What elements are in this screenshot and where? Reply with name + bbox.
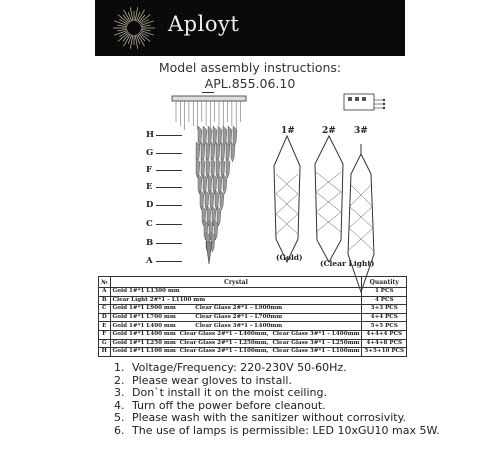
- table-header-row: [99, 277, 407, 288]
- row-number: E: [99, 322, 111, 331]
- crystal-1-number: 1#: [281, 126, 295, 136]
- note-item: 6. The use of lamps is permissible: LED 10xGU10 max 5W.: [128, 425, 440, 438]
- note-item: 1. Voltage/Frequency: 220-230V 50-60Hz.: [128, 362, 440, 375]
- row-number: C: [99, 305, 111, 314]
- level-label: B: [146, 238, 154, 248]
- row-number: D: [99, 313, 111, 322]
- note-item: 3. Don`t install it on the moist ceiling.: [128, 387, 440, 400]
- document-title: Model assembly instructions:: [158, 60, 342, 75]
- level-arrow-icon: [156, 170, 182, 171]
- level-arrow-icon: [156, 243, 182, 244]
- row-quantity: 5+5+10 PCS: [362, 348, 407, 357]
- table-row: [99, 322, 407, 331]
- level-label: C: [146, 219, 153, 229]
- row-number: A: [99, 288, 111, 297]
- crystal-3-caption: (Clear Light): [320, 259, 375, 268]
- row-quantity: 5+5 PCS: [362, 322, 407, 331]
- crystal-2-number: 2#: [322, 126, 336, 136]
- lamp-holder-icon: [342, 92, 386, 116]
- level-label: H: [146, 130, 155, 140]
- header-crystal: Crystal: [110, 277, 362, 288]
- row-crystal: Gold 1#*1 L250 mm Clear Glass 2#*1 – L250mm, Clear Glass 3#*1 – L250mm: [110, 339, 362, 348]
- row-crystal: Gold 1#*1 L700 mm Clear Glass 2#*1 – L700mm: [110, 313, 362, 322]
- level-arrow-icon: [156, 261, 182, 262]
- crystal-type-3-icon: [344, 144, 378, 294]
- model-number: APL.855.06.10: [204, 76, 296, 91]
- row-crystal: Gold 1#*1 L400 mm Clear Glass 3#*1 – L400mm: [110, 322, 362, 331]
- level-arrow-icon: [156, 135, 182, 136]
- row-number: H: [99, 348, 111, 357]
- assembly-drawing: [140, 92, 420, 272]
- level-arrow-icon: [156, 205, 182, 206]
- table-row: [99, 348, 407, 357]
- row-number: F: [99, 330, 111, 339]
- header-quantity: Quantity: [362, 277, 407, 288]
- row-quantity: 3+3 PCS: [362, 305, 407, 314]
- row-quantity: 4 PCS: [362, 296, 407, 305]
- level-arrow-icon: [156, 187, 182, 188]
- level-label: G: [146, 148, 154, 158]
- crystal-type-2-icon: [312, 134, 346, 264]
- table-row: [99, 288, 407, 297]
- installation-notes: [100, 362, 440, 438]
- chandelier-schematic: [168, 92, 248, 267]
- crystal-spec-table: [98, 276, 407, 357]
- crystal-3-number: 3#: [354, 126, 368, 136]
- row-quantity: 4+4+4 PCS: [362, 330, 407, 339]
- table-row: [99, 339, 407, 348]
- row-quantity: 4+4+8 PCS: [362, 339, 407, 348]
- table-row: [99, 296, 407, 305]
- level-label: D: [146, 200, 154, 210]
- row-quantity: 1 PCS: [362, 288, 407, 297]
- row-crystal: Gold 1#*1 L900 mm Clear Glass 2#*1 – L900mm: [110, 305, 362, 314]
- table-row: [99, 305, 407, 314]
- level-arrow-icon: [156, 153, 182, 154]
- brand-name: Aployt: [168, 12, 240, 36]
- header-number: №: [99, 277, 111, 288]
- crystal-type-1-icon: [270, 134, 304, 264]
- table-row: [99, 313, 407, 322]
- table-row: [99, 330, 407, 339]
- note-item: 5. Please wash with the sanitizer without corrosivity.: [128, 412, 440, 425]
- row-number: G: [99, 339, 111, 348]
- level-arrow-icon: [156, 224, 182, 225]
- row-crystal: Clear Light 2#*1 – L1100 mm: [110, 296, 362, 305]
- note-item: 4. Turn off the power before cleanout.: [128, 400, 440, 413]
- note-item: 2. Please wear gloves to install.: [128, 375, 440, 388]
- row-crystal: Gold 1#*1 L400 mm Clear Glass 2#*1 – L400mm, Clear Glass 3#*1 – L400mm: [110, 330, 362, 339]
- sunburst-logo-icon: [112, 6, 156, 50]
- row-crystal: Gold 1#*1 L1300 mm: [110, 288, 362, 297]
- row-quantity: 4+4 PCS: [362, 313, 407, 322]
- level-label: A: [146, 256, 153, 266]
- level-label: E: [146, 182, 153, 192]
- crystal-1-caption: (Gold): [276, 253, 303, 262]
- level-label: F: [146, 165, 153, 175]
- row-number: B: [99, 296, 111, 305]
- row-crystal: Gold 1#*1 L100 mm Clear Glass 2#*1 – L100mm, Clear Glass 3#*1 – L100mm: [110, 348, 362, 357]
